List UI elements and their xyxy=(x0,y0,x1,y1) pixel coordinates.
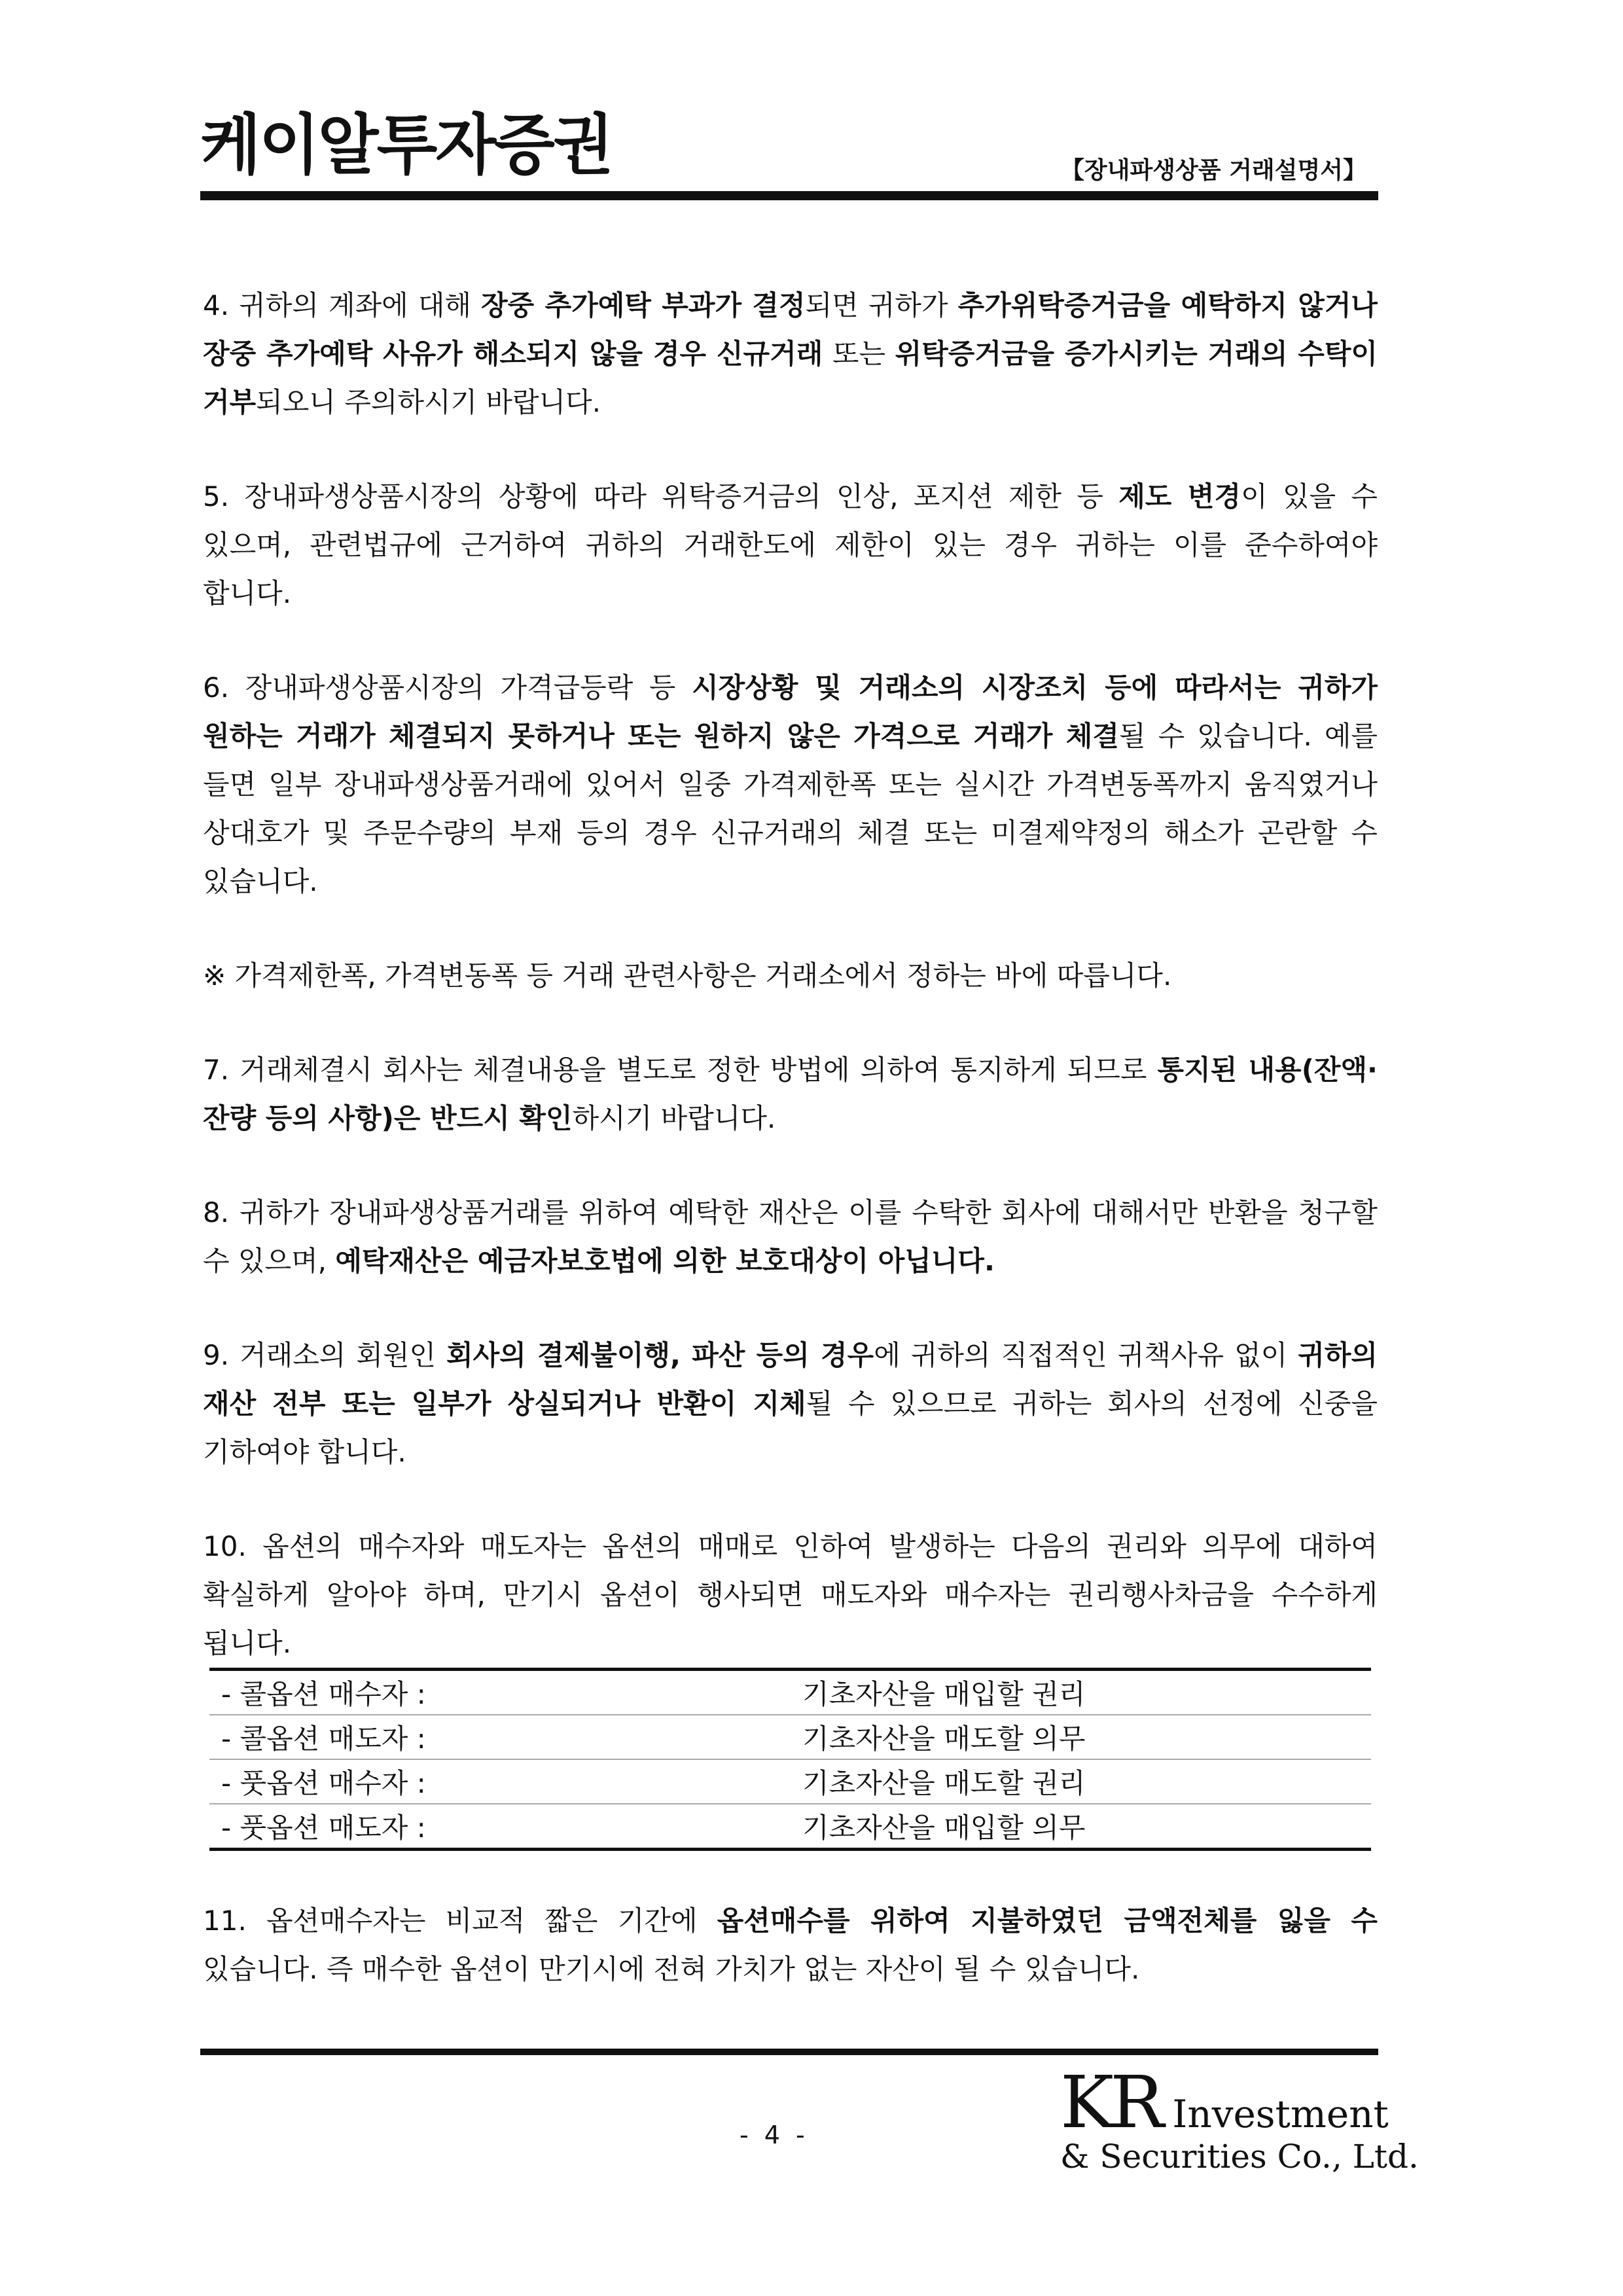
brand-kr-mark: KR xyxy=(1060,2060,1160,2144)
brand-logo xyxy=(1060,2060,1419,2176)
paragraph-4: 4. 귀하의 계좌에 대해 장중 추가예탁 부과가 결정되면 귀하가 추가위탁증거금을 예탁하지 않거나 장중 추가예탁 사유가 해소되지 않을 경우 신규거래 또는 위탁증거금을 증가시키는 거래의 수탁이 거부되오니 주의하시기 바랍니다. xyxy=(203,289,1378,418)
page-number: - 4 - xyxy=(740,2121,809,2149)
option-right-cell: 기초자산을 매입할 의무 xyxy=(802,1812,1086,1844)
option-role-cell: - 풋옵션 매수자 : xyxy=(209,1759,791,1804)
table-row xyxy=(209,1670,1371,1715)
table-row xyxy=(209,1804,1371,1850)
option-right-cell: 기초자산을 매도할 의무 xyxy=(791,1715,1371,1759)
paragraph-10: 10. 옵션의 매수자와 매도자는 옵션의 매매로 인하여 발생하는 다음의 권리와 의무에 대하여 확실하게 알아야 하며, 만기시 옵션이 행사되면 매도자와 매수자는 권리행사차금을 수수하게 됩니다. xyxy=(203,1530,1378,1659)
paragraph-6: 6. 장내파생상품시장의 가격급등락 등 시장상황 및 거래소의 시장조치 등에 따라서는 귀하가 원하는 거래가 체결되지 못하거나 또는 원하지 않은 가격으로 거래가 체결될 수 있습니다. 예를 들면 일부 장내파생상품거래에 있어서 일중 가격제한폭 또는 실시간 가격변동폭까지 움직였거나 상대호가 및 주문수량의 부재 등의 경우 신규거래의 체결 또는 미결제약정의 해소가 곤란할 수 있습니다. xyxy=(203,672,1378,897)
footer-rule xyxy=(200,2049,1378,2055)
paragraph-5: 5. 장내파생상품시장의 상황에 따라 위탁증거금의 인상, 포지션 제한 등 제도 변경이 있을 수 있으며, 관련법규에 근거하여 귀하의 거래한도에 제한이 있는 경우 귀하는 이를 준수하여야 합니다. xyxy=(203,480,1378,609)
option-rights-table xyxy=(209,1668,1371,1851)
paragraph-11: 11. 옵션매수자는 비교적 짧은 기간에 옵션매수를 위하여 지불하였던 금액전체를 잃을 수 있습니다. 즉 매수한 옵션이 만기시에 전혀 가치가 없는 자산이 될 수 있습니다. xyxy=(203,1905,1378,1985)
option-right-cell: 기초자산을 매도할 권리 xyxy=(791,1759,1371,1804)
document-body xyxy=(203,281,1378,1994)
paragraph-8: 8. 귀하가 장내파생상품거래를 위하여 예탁한 재산은 이를 수탁한 회사에 대해서만 반환을 청구할 수 있으며, 예탁재산은 예금자보호법에 의한 보호대상이 아닙니다. xyxy=(203,1196,1378,1277)
option-role-cell: - 콜옵션 매수자 : xyxy=(209,1670,791,1715)
document-type-label: 【장내파생상품 거래설명서】 xyxy=(1060,157,1366,184)
paragraph-7: 7. 거래체결시 회사는 체결내용을 별도로 정한 방법에 의하여 통지하게 되므로 통지된 내용(잔액·잔량 등의 사항)은 반드시 확인하시기 바랍니다. xyxy=(203,1054,1378,1134)
brand-investment-text: Investment xyxy=(1160,2092,1389,2136)
brand-securities-text: & Securities Co., Ltd. xyxy=(1060,2138,1419,2176)
option-right-cell: 기초자산을 매입할 권리 xyxy=(791,1670,1371,1715)
table-row xyxy=(209,1715,1371,1759)
paragraph-9: 9. 거래소의 회원인 회사의 결제불이행, 파산 등의 경우에 귀하의 직접적인 귀책사유 없이 귀하의 재산 전부 또는 일부가 상실되거나 반환이 지체될 수 있으므로 귀하는 회사의 선정에 신중을 기하여야 합니다. xyxy=(203,1339,1378,1468)
price-limit-note: ※ 가격제한폭, 가격변동폭 등 거래 관련사항은 거래소에서 정하는 바에 따릅니다. xyxy=(203,960,1172,992)
table-row xyxy=(209,1759,1371,1804)
option-role-cell: - 콜옵션 매도자 : xyxy=(209,1715,791,1759)
header-rule xyxy=(200,191,1378,200)
company-logo-text: 케이알투자증권 xyxy=(200,107,612,183)
option-role-cell: - 풋옵션 매도자 : xyxy=(221,1812,426,1844)
